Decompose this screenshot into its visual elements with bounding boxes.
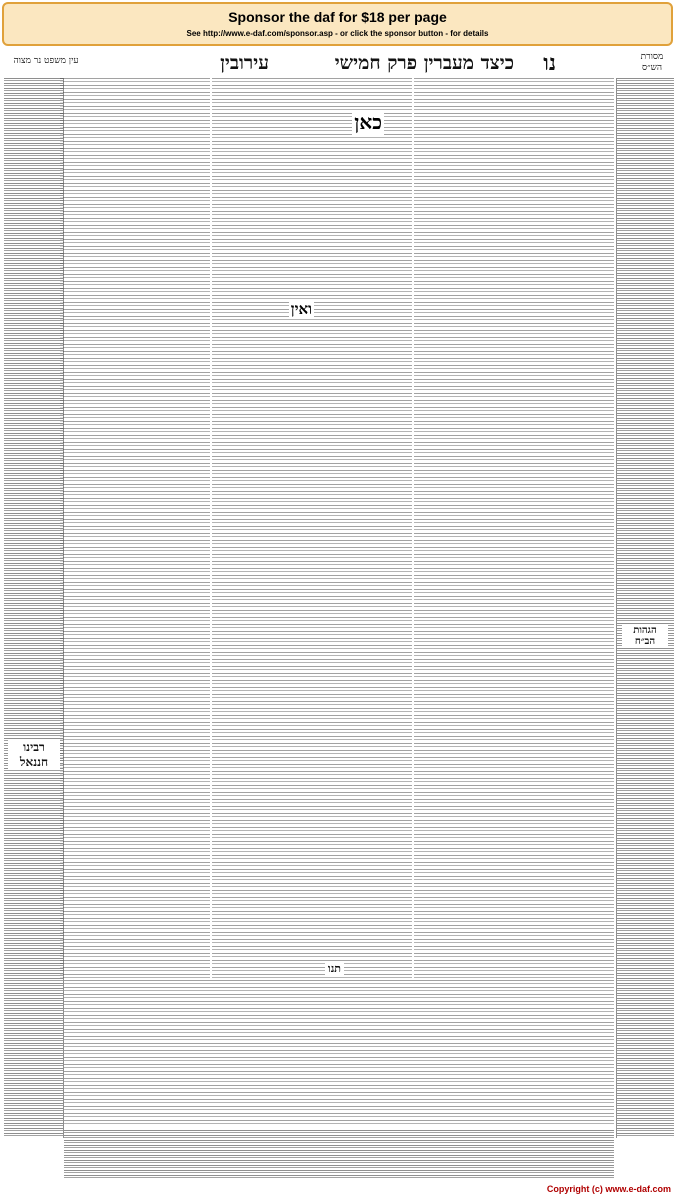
- gemara-column: [212, 78, 412, 978]
- page-footer: [0, 1180, 679, 1196]
- footnote-strip: [64, 1130, 614, 1178]
- copyright-link[interactable]: Copyright (c) www.e-daf.com: [546, 1184, 671, 1194]
- second-headword: ואין: [290, 300, 312, 318]
- page-number: נו: [543, 50, 556, 76]
- tractate-name: עירובין: [220, 52, 269, 74]
- hagahot-habach-heading: הגהות הב״ח: [622, 625, 668, 647]
- ein-mishpat-label: עין משפט נר מצוה: [13, 56, 79, 66]
- sponsor-banner-subtitle: See http://www.e-daf.com/sponsor.asp - or click the sponsor button - for details: [186, 29, 489, 38]
- masoret-hashas-label: מסורת הש״ס: [640, 52, 664, 73]
- sponsor-banner[interactable]: [2, 2, 673, 46]
- talmud-page: [4, 50, 674, 1180]
- rabenu-chananel-heading: רבינו חננאל: [8, 740, 60, 770]
- page-header: [4, 50, 674, 78]
- commentary-bottom-block: [64, 980, 614, 1125]
- right-margin-column: [616, 78, 674, 1138]
- gemara-headword: כאן: [354, 110, 382, 134]
- chapter-title: כיצד מעברין פרק חמישי: [334, 52, 514, 74]
- left-margin-column: [4, 78, 64, 1138]
- tanu-headword: תנו: [325, 962, 344, 975]
- tosafot-column: [60, 78, 210, 978]
- sponsor-banner-title: Sponsor the daf for $18 per page: [228, 9, 447, 25]
- rashi-column: [414, 78, 614, 978]
